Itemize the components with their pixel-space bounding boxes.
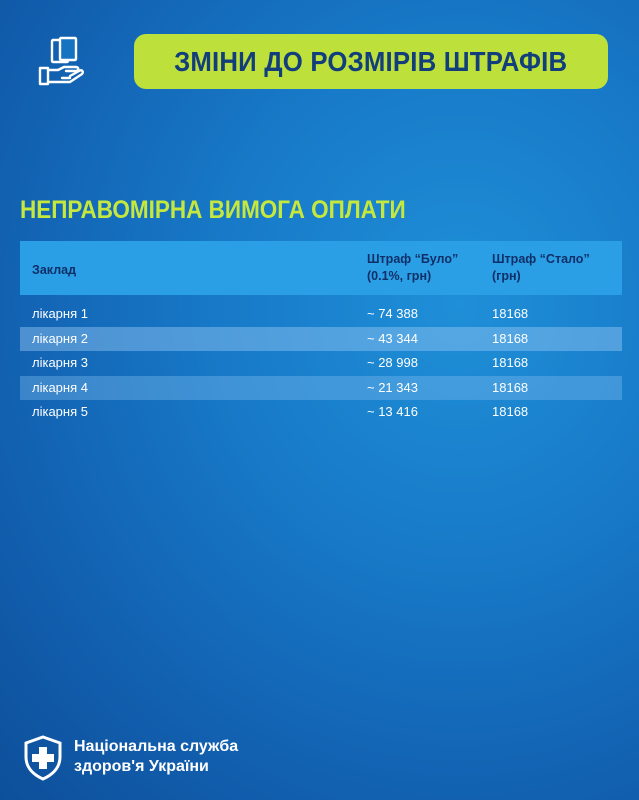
organization-name [74, 737, 238, 777]
row-name: лікарня 4 [32, 380, 88, 395]
row-fine-was: ~ 13 416 [367, 404, 418, 419]
table-row [20, 351, 622, 375]
shield-cross-icon [22, 735, 64, 781]
row-fine-was: ~ 43 344 [367, 331, 418, 346]
column-header-was [367, 251, 458, 285]
row-fine-was: ~ 28 998 [367, 355, 418, 370]
table-row [20, 400, 622, 424]
hand-document-icon [38, 36, 90, 88]
section-heading: НЕПРАВОМІРНА ВИМОГА ОПЛАТИ [20, 196, 406, 224]
organization-name-line1: Національна служба [74, 738, 239, 755]
column-header-now-line2: (грн) [492, 269, 521, 283]
page-title: ЗМІНИ ДО РОЗМІРІВ ШТРАФІВ [174, 45, 568, 77]
column-header-was-line2: (0.1%, грн) [367, 269, 432, 283]
row-name: лікарня 5 [32, 404, 88, 419]
table-row [20, 302, 622, 326]
organization-name-line2: здоров'я України [74, 758, 209, 775]
table-row [20, 327, 622, 351]
row-fine-now: 18168 [492, 306, 529, 321]
title-banner [134, 34, 608, 89]
row-name: лікарня 2 [32, 331, 88, 346]
column-header-was-line1: Штраф “Було” [367, 252, 459, 266]
row-name: лікарня 3 [32, 355, 88, 370]
row-fine-now: 18168 [492, 380, 529, 395]
row-name: лікарня 1 [32, 306, 88, 321]
table-header [20, 241, 622, 295]
table-row [20, 376, 622, 400]
column-header-now-line1: Штраф “Стало” [492, 252, 590, 266]
column-header-name: Заклад [32, 263, 77, 277]
row-fine-now: 18168 [492, 331, 529, 346]
row-fine-was: ~ 21 343 [367, 380, 418, 395]
column-header-now [492, 251, 590, 285]
row-fine-now: 18168 [492, 355, 529, 370]
row-fine-was: ~ 74 388 [367, 306, 418, 321]
row-fine-now: 18168 [492, 404, 529, 419]
